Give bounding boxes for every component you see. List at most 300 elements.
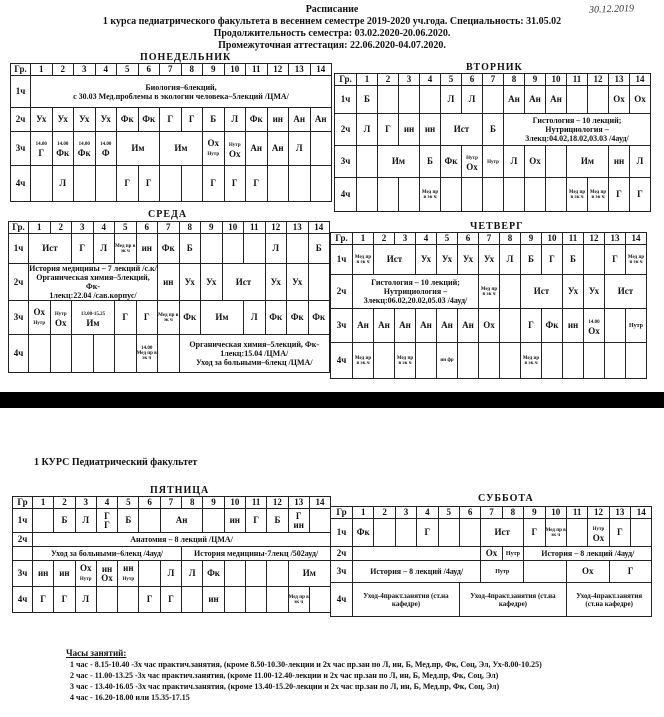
pair-label: 3ч bbox=[9, 301, 29, 335]
class-cell: Ан bbox=[160, 509, 203, 533]
class-cell: Л bbox=[265, 234, 287, 264]
class-cell bbox=[631, 519, 652, 547]
class-cell bbox=[158, 335, 180, 373]
class-cell: Г bbox=[609, 519, 630, 547]
day-wednesday: СРЕДА bbox=[148, 209, 188, 220]
day-friday: ПЯТНИЦА bbox=[150, 485, 210, 496]
class-cell: 14.00 Ох bbox=[584, 309, 605, 343]
class-cell: Л bbox=[160, 561, 181, 587]
class-cell: ин bbox=[158, 264, 180, 301]
class-cell: Мед пр в эк ч bbox=[479, 275, 500, 309]
class-cell bbox=[224, 587, 245, 613]
class-cell bbox=[357, 146, 378, 178]
class-cell bbox=[50, 335, 72, 373]
class-cell: Ух bbox=[458, 245, 479, 275]
semester-duration: Продолжительность семестра: 03.02.2020-20.06.2020. bbox=[213, 28, 451, 39]
class-cell bbox=[139, 509, 160, 533]
col-header-group: Гр. bbox=[331, 233, 353, 245]
class-cell: Им bbox=[117, 132, 160, 166]
class-cell: Г bbox=[72, 234, 94, 264]
class-cell: Ох bbox=[609, 86, 630, 114]
class-cell bbox=[525, 178, 546, 212]
class-cell bbox=[33, 509, 54, 533]
class-cell: Г bbox=[378, 114, 399, 146]
col-header: 12 bbox=[267, 64, 289, 76]
class-cell bbox=[504, 178, 525, 212]
class-cell: Л bbox=[441, 86, 462, 114]
class-cell: Ух bbox=[95, 108, 117, 132]
attestation-period: Промежуточная аттестация: 22.06.2020-04.07.2020. bbox=[218, 40, 446, 51]
class-cell: ин bbox=[420, 114, 441, 146]
class-cell: Г bbox=[609, 561, 652, 583]
class-cell: Г bbox=[138, 166, 160, 202]
col-header: 14 bbox=[630, 74, 651, 86]
class-cell: Л bbox=[630, 146, 651, 178]
col-header: 6 bbox=[138, 64, 160, 76]
class-cell bbox=[245, 561, 266, 587]
lecture-cell: История медицины-7лекц /502ауд/ bbox=[182, 547, 331, 561]
col-header: 10 bbox=[222, 222, 244, 234]
class-cell: Г bbox=[245, 509, 266, 533]
class-cell: Г bbox=[609, 178, 630, 212]
lecture-cell: Биология–6лекций, с 30.03 Мед.проблемы в экологии человека–5лекций /ЦМА/ bbox=[31, 76, 332, 108]
class-cell: Ух bbox=[563, 275, 584, 309]
col-header: 11 bbox=[566, 507, 587, 519]
col-header: 12 bbox=[265, 222, 287, 234]
class-cell: Ох Нутр bbox=[75, 561, 96, 587]
class-cell bbox=[479, 343, 500, 379]
pair-label: 3ч bbox=[331, 561, 353, 583]
class-cell bbox=[139, 561, 160, 587]
col-header: 5 bbox=[437, 233, 458, 245]
class-cell: Им bbox=[288, 561, 331, 587]
col-header: 9 bbox=[525, 74, 546, 86]
hours-line-4: 4 час - 16.20-18.00 или 15.35-17.15 bbox=[70, 693, 190, 702]
class-cell bbox=[201, 234, 223, 264]
col-header: 3 bbox=[74, 64, 96, 76]
pair-label: 2ч bbox=[331, 275, 353, 309]
class-cell: Г bbox=[630, 178, 651, 212]
class-cell: Мед пр в эк ч bbox=[521, 343, 542, 379]
col-header: 12 bbox=[267, 497, 288, 509]
class-cell bbox=[420, 86, 441, 114]
thursday-table bbox=[330, 232, 647, 379]
class-cell: Нутр Ох bbox=[588, 519, 609, 547]
lecture-cell: Уход за больными–6лекц /4ауд/ bbox=[33, 547, 182, 561]
col-header: 6 bbox=[136, 222, 158, 234]
col-header: 1 bbox=[31, 64, 53, 76]
col-header: 6 bbox=[139, 497, 160, 509]
wednesday-table bbox=[8, 221, 330, 373]
class-cell: ин bbox=[203, 587, 224, 613]
class-cell bbox=[29, 335, 51, 373]
class-cell: Ох bbox=[525, 146, 546, 178]
col-header: 7 bbox=[481, 507, 502, 519]
col-header: 14 bbox=[631, 507, 652, 519]
class-cell: Им bbox=[378, 146, 420, 178]
class-cell bbox=[267, 166, 289, 202]
col-header: 13 bbox=[289, 64, 311, 76]
class-cell bbox=[462, 178, 483, 212]
class-cell: Л bbox=[75, 587, 96, 613]
hours-title: Часы занятий: bbox=[66, 648, 127, 658]
col-header: 9 bbox=[201, 222, 223, 234]
pair-label: 3ч bbox=[11, 132, 31, 166]
class-cell: Фк bbox=[265, 301, 287, 335]
class-cell bbox=[584, 343, 605, 379]
day-thursday: ЧЕТВЕРГ bbox=[470, 221, 524, 232]
col-header: 13 bbox=[605, 233, 626, 245]
class-cell: Г bbox=[521, 309, 542, 343]
class-cell bbox=[224, 561, 245, 587]
col-header: 10 bbox=[542, 233, 563, 245]
col-header: 14 bbox=[309, 497, 330, 509]
class-cell: Мед пр в эк ч bbox=[158, 301, 180, 335]
col-header: 4 bbox=[93, 222, 115, 234]
practice-cell: Уход-4практ.занятия (ст.на кафедре) bbox=[566, 583, 652, 617]
class-cell: Нутр bbox=[483, 146, 504, 178]
col-header: 6 bbox=[462, 74, 483, 86]
class-cell bbox=[95, 166, 117, 202]
class-cell: Б bbox=[357, 86, 378, 114]
class-cell bbox=[374, 519, 395, 547]
pair-label: 1ч bbox=[331, 519, 353, 547]
class-cell: Ист bbox=[441, 114, 483, 146]
class-cell: ин фр bbox=[437, 343, 458, 379]
class-cell bbox=[588, 86, 609, 114]
class-cell: Ист bbox=[605, 275, 647, 309]
schedule-page-2 bbox=[0, 408, 664, 717]
class-cell: ин bbox=[267, 108, 289, 132]
class-cell: Б bbox=[308, 234, 330, 264]
lecture-cell: Анатомия – 8 лекций /ЦМА/ bbox=[33, 533, 331, 547]
class-cell: Б bbox=[54, 509, 75, 533]
col-header: 12 bbox=[588, 74, 609, 86]
col-header: 5 bbox=[441, 74, 462, 86]
class-cell bbox=[500, 309, 521, 343]
col-header: 13 bbox=[287, 222, 309, 234]
col-header: 1 bbox=[353, 507, 374, 519]
col-header: 8 bbox=[181, 64, 203, 76]
class-cell: Ан bbox=[546, 86, 567, 114]
class-cell: Ох Нутр bbox=[203, 132, 225, 166]
class-cell bbox=[96, 587, 117, 613]
class-cell: Л bbox=[357, 114, 378, 146]
class-cell bbox=[605, 309, 626, 343]
page-separator bbox=[0, 392, 664, 408]
col-header: 1 bbox=[29, 222, 51, 234]
practice-cell: Уход-4практ.занятия (ст.на кафедре) bbox=[459, 583, 566, 617]
col-header: 9 bbox=[524, 507, 545, 519]
class-cell: ин bbox=[54, 561, 75, 587]
col-header: 14 bbox=[310, 64, 332, 76]
class-cell: Л bbox=[52, 166, 74, 202]
class-cell: Ох bbox=[479, 309, 500, 343]
class-cell bbox=[308, 264, 330, 301]
col-header: 4 bbox=[96, 497, 117, 509]
class-cell: Г bbox=[203, 166, 225, 202]
class-cell bbox=[458, 343, 479, 379]
class-cell: Г bbox=[160, 108, 182, 132]
class-cell: Им bbox=[567, 146, 609, 178]
class-cell: Мед пр в эк ч bbox=[567, 178, 588, 212]
pair-label: 1ч bbox=[331, 245, 353, 275]
col-header: 2 bbox=[374, 507, 395, 519]
pair-label: 4ч bbox=[331, 583, 353, 617]
col-header: 6 bbox=[459, 507, 480, 519]
class-cell: Л bbox=[224, 108, 246, 132]
class-cell: 14.00 Г bbox=[31, 132, 53, 166]
col-header: 14 bbox=[626, 233, 647, 245]
class-cell: Мед пр в эк ч bbox=[588, 178, 609, 212]
col-header-group: Гр bbox=[331, 507, 353, 519]
class-cell: Ан bbox=[504, 86, 525, 114]
col-header: 8 bbox=[182, 497, 203, 509]
class-cell: Г bbox=[33, 587, 54, 613]
col-header: 14 bbox=[308, 222, 330, 234]
lecture-cell: Гистология – 10 лекций; Нутрициология – 3лекц:04.02,18.02,03.03 /4ауд/ bbox=[504, 114, 651, 146]
col-header-group: Гр. bbox=[9, 222, 29, 234]
class-cell bbox=[115, 335, 137, 373]
pair-label: 2ч bbox=[335, 114, 357, 146]
class-cell: 14.00 Фк bbox=[52, 132, 74, 166]
class-cell bbox=[378, 178, 399, 212]
class-cell: Мед пр в эк ч bbox=[395, 343, 416, 379]
lecture-cell: История – 8 лекций /4ауд/ bbox=[353, 561, 481, 583]
pair-label: 4ч bbox=[331, 343, 353, 379]
class-cell bbox=[118, 587, 139, 613]
class-cell bbox=[395, 519, 416, 547]
class-cell: Г bbox=[136, 301, 158, 335]
class-cell: Ан bbox=[374, 309, 395, 343]
hours-line-1: 1 час - 8.15-10.40 -3х час практич.занятия, (кроме 8.50-10.30-лекции и 2х час пр.зан по Л, ин, Б, Мед.пр, Фк, Соц, Эл, Ух-8.00-10.25) bbox=[70, 660, 542, 669]
class-cell bbox=[416, 343, 437, 379]
class-cell: Б bbox=[563, 245, 584, 275]
class-cell: Б bbox=[420, 146, 441, 178]
pair-label: 4ч bbox=[11, 166, 31, 202]
course-title: 1 КУРС Педиатрический факультет bbox=[34, 457, 198, 468]
pair-label: 2ч bbox=[11, 108, 31, 132]
col-header: 8 bbox=[502, 507, 523, 519]
class-cell: Г bbox=[605, 245, 626, 275]
class-cell bbox=[289, 166, 311, 202]
col-header: 1 bbox=[33, 497, 54, 509]
handwritten-date: 30.12.2019 bbox=[588, 3, 635, 16]
hours-line-2: 2 час - 11.00-13.25 -3х час практич.занятия, (кроме 11.00-12.40-лекции и 2х час пр.зан по Л, ин, Б, Мед.пр, Фк, Соц, Эл) bbox=[70, 671, 499, 680]
class-cell: Г bbox=[54, 587, 75, 613]
class-cell: ин Нутр bbox=[118, 561, 139, 587]
col-header: 11 bbox=[563, 233, 584, 245]
col-header: 2 bbox=[54, 497, 75, 509]
class-cell: Ан bbox=[395, 309, 416, 343]
class-cell bbox=[567, 86, 588, 114]
col-header: 4 bbox=[417, 507, 438, 519]
class-cell: Мед пр в эк ч bbox=[353, 343, 374, 379]
class-cell: Г bbox=[181, 108, 203, 132]
class-cell: Мед пр в эк ч bbox=[353, 245, 374, 275]
class-cell: Нутр bbox=[502, 547, 523, 561]
class-cell bbox=[399, 178, 420, 212]
col-header: 10 bbox=[546, 74, 567, 86]
class-cell bbox=[267, 561, 288, 587]
class-cell bbox=[244, 234, 266, 264]
class-cell bbox=[605, 343, 626, 379]
class-cell: Мед пр в эк ч bbox=[115, 234, 137, 264]
pair-label: 1ч bbox=[11, 76, 31, 108]
friday-table bbox=[12, 496, 331, 613]
class-cell: Ох bbox=[566, 561, 609, 583]
class-cell: Ан bbox=[246, 132, 268, 166]
pair-label: 1ч bbox=[9, 234, 29, 264]
col-header: 13 bbox=[609, 507, 630, 519]
class-cell: Б bbox=[521, 245, 542, 275]
col-header: 6 bbox=[458, 233, 479, 245]
class-cell: Нутр Ох bbox=[224, 132, 246, 166]
class-cell: Л bbox=[75, 509, 96, 533]
class-cell: Ист bbox=[222, 264, 265, 301]
class-cell: Г bbox=[160, 587, 181, 613]
col-header: 8 bbox=[504, 74, 525, 86]
class-cell: 14.00 Ф bbox=[95, 132, 117, 166]
class-cell: Б bbox=[203, 108, 225, 132]
class-cell: Ист bbox=[481, 519, 524, 547]
col-header: 9 bbox=[203, 64, 225, 76]
col-header: 9 bbox=[203, 497, 224, 509]
class-cell: Фк bbox=[138, 108, 160, 132]
class-cell: Ух bbox=[74, 108, 96, 132]
col-header: 3 bbox=[395, 233, 416, 245]
class-cell: Фк bbox=[203, 561, 224, 587]
class-cell: Ан bbox=[353, 309, 374, 343]
class-cell: Ист bbox=[29, 234, 72, 264]
class-cell: Л bbox=[462, 86, 483, 114]
lecture-cell: Органическая химия–5лекций, Фк- 1лекц:15.04 /ЦМА/ Уход за больными–6лекц /ЦМА/ bbox=[179, 335, 330, 373]
class-cell bbox=[245, 587, 266, 613]
col-header: 1 bbox=[357, 74, 378, 86]
class-cell: Ух bbox=[479, 245, 500, 275]
class-cell: 14.00 Фк bbox=[74, 132, 96, 166]
col-header: 13 bbox=[609, 74, 630, 86]
col-header: 3 bbox=[75, 497, 96, 509]
class-cell: Ух bbox=[416, 245, 437, 275]
class-cell bbox=[483, 178, 504, 212]
class-cell: Ан bbox=[267, 132, 289, 166]
class-cell: Нутр Ох bbox=[50, 301, 72, 335]
col-header: 8 bbox=[179, 222, 201, 234]
col-header: 2 bbox=[52, 64, 74, 76]
class-cell bbox=[483, 86, 504, 114]
col-header: 5 bbox=[438, 507, 459, 519]
col-header: 7 bbox=[160, 497, 181, 509]
monday-table bbox=[10, 63, 332, 202]
class-cell: Нутр bbox=[481, 561, 524, 583]
class-cell: Фк bbox=[441, 146, 462, 178]
class-cell bbox=[500, 343, 521, 379]
class-cell bbox=[438, 519, 459, 547]
pair-label: 3ч bbox=[13, 561, 33, 587]
class-cell: ин bbox=[563, 309, 584, 343]
class-cell: Фк bbox=[158, 234, 180, 264]
class-cell bbox=[309, 509, 330, 533]
col-header: 10 bbox=[224, 64, 246, 76]
class-cell: Нутр bbox=[626, 309, 647, 343]
class-cell bbox=[500, 275, 521, 309]
col-header: 7 bbox=[483, 74, 504, 86]
class-cell bbox=[357, 178, 378, 212]
class-cell: ин bbox=[33, 561, 54, 587]
class-cell bbox=[309, 587, 330, 613]
class-cell: Г bbox=[224, 166, 246, 202]
class-cell: Г bbox=[542, 245, 563, 275]
pair-label: 4ч bbox=[9, 335, 29, 373]
class-cell: Фк bbox=[117, 108, 139, 132]
class-cell: Ан bbox=[437, 309, 458, 343]
class-cell: Фк bbox=[287, 301, 309, 335]
class-cell bbox=[542, 343, 563, 379]
day-tuesday: ВТОРНИК bbox=[466, 62, 523, 73]
col-header: 4 bbox=[416, 233, 437, 245]
class-cell bbox=[546, 146, 567, 178]
col-header: 5 bbox=[118, 497, 139, 509]
class-cell: ин bbox=[224, 509, 245, 533]
class-cell: Им bbox=[201, 301, 244, 335]
class-cell: Л bbox=[244, 301, 266, 335]
col-header: 7 bbox=[160, 64, 182, 76]
pair-label: 3ч bbox=[335, 146, 357, 178]
class-cell: Ух bbox=[201, 264, 223, 301]
col-header: 3 bbox=[399, 74, 420, 86]
class-cell: Фк bbox=[179, 301, 201, 335]
lecture-cell: История медицины – 7 лекций /с.к/ Органическая химия–5лекций, Фк- 1лекц:22.04 /сав.корпус/ bbox=[29, 264, 157, 300]
class-cell: Ох bbox=[630, 86, 651, 114]
class-cell: Ист bbox=[374, 245, 416, 275]
class-cell: Мед пр в эк ч bbox=[420, 178, 441, 212]
class-cell bbox=[566, 519, 587, 547]
class-cell: Нутр Ох bbox=[462, 146, 483, 178]
class-cell: Ух bbox=[179, 264, 201, 301]
class-cell: Ух bbox=[287, 264, 309, 301]
class-cell: Б bbox=[179, 234, 201, 264]
class-cell: Г bbox=[117, 166, 139, 202]
class-cell: Ист bbox=[521, 275, 563, 309]
class-cell bbox=[399, 86, 420, 114]
class-cell: 13.00-15.25 Им bbox=[72, 301, 115, 335]
col-header: 7 bbox=[158, 222, 180, 234]
col-header: 11 bbox=[244, 222, 266, 234]
class-cell: Б bbox=[118, 509, 139, 533]
schedule-subtitle: 1 курса педиатрического факультета в весеннем семестре 2019-2020 уч.года. Специальность: 31.05.02 bbox=[102, 16, 562, 27]
pair-label: 1ч bbox=[335, 86, 357, 114]
class-cell: Б bbox=[483, 114, 504, 146]
class-cell: Л bbox=[182, 561, 203, 587]
class-cell bbox=[310, 132, 332, 166]
col-header-group: Гр. bbox=[335, 74, 357, 86]
lecture-cell: Гистология – 10 лекций; Нутрициология – 3лекц:06.02,20.02,05.03 /4ауд/ bbox=[353, 275, 479, 309]
class-cell: Ан bbox=[525, 86, 546, 114]
class-cell: Б bbox=[267, 509, 288, 533]
class-cell: Г bbox=[524, 519, 545, 547]
col-header: 10 bbox=[224, 497, 245, 509]
pair-label: 2ч bbox=[9, 264, 29, 301]
class-cell bbox=[584, 245, 605, 275]
col-header: 2 bbox=[50, 222, 72, 234]
class-cell bbox=[93, 335, 115, 373]
class-cell: Ан bbox=[416, 309, 437, 343]
class-cell bbox=[160, 166, 182, 202]
class-cell: Фк bbox=[542, 309, 563, 343]
class-cell bbox=[378, 86, 399, 114]
class-cell bbox=[72, 335, 94, 373]
